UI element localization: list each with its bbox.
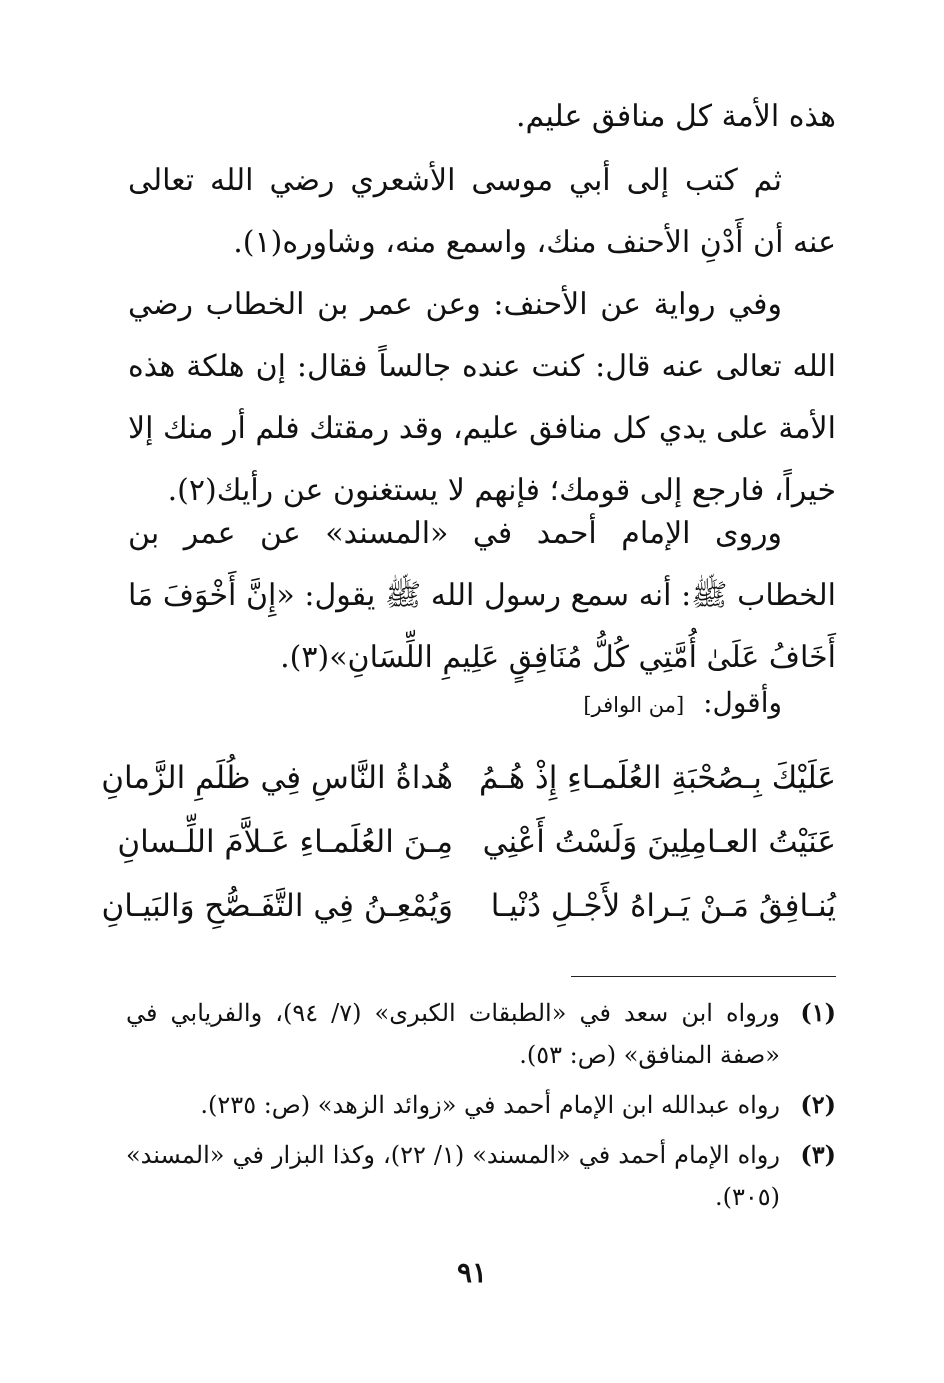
page-number: ٩١ <box>456 1256 488 1289</box>
paragraph-text: ثم كتب إلى أبي موسى الأشعري رضي الله تعالى عنه أن أَدْنِ الأحنف منك، واسمع منه، وشاوره(١). <box>128 163 836 260</box>
poem-intro-label: وأقول: <box>703 686 782 719</box>
verse-first-hemistich: عَنَيْتُ العـامِلِينَ وَلَسْتُ أَعْنِي <box>482 824 836 860</box>
paragraph-continuation <box>128 86 836 148</box>
poem-intro <box>583 683 782 725</box>
poem <box>101 746 836 938</box>
footnote-text: رواه الإمام أحمد في «المسند» (١/ ٢٢)، وكذا البزار في «المسند» (٣٠٥). <box>126 1141 780 1211</box>
poem-meter: [من الوافر] <box>583 693 685 717</box>
footnote-number: (١) <box>800 998 836 1027</box>
verse-first-hemistich: عَلَيْكَ بِـصُحْبَةِ العُلَمـاءِ إِذْ هُـمُ <box>478 760 836 796</box>
verse-first-hemistich: يُنـافِقُ مَـنْ يَـراهُ لأَجْـلِ دُنْيـا <box>490 888 836 924</box>
paragraph-text: وروى الإمام أحمد في «المسند» عن عمر بن الخطاب ﷺ: أنه سمع رسول الله ﷺ يقول: «إِنَّ أَخْوَفَ مَا أَخَافُ عَلَىٰ أُمَّتِي كُلُّ مُنَافِقٍ عَلِيمِ اللِّسَانِ»(٣). <box>128 516 836 675</box>
footnotes <box>126 992 836 1226</box>
verse-second-hemistich: مِـنَ العُلَمـاءِ عَـلاَّمَ اللِّـسانِ <box>117 824 453 860</box>
verse-second-hemistich: وَيُمْعِـنُ فِي التَّفَـصُّحِ وَالبَيـانِ <box>101 888 453 924</box>
poem-verse <box>117 810 836 874</box>
poem-verse <box>101 874 836 938</box>
paragraph-hadith <box>128 503 836 689</box>
verse-second-hemistich: هُداةُ النَّاسِ فِي ظُلَمِ الزَّمانِ <box>101 760 453 796</box>
paragraph-letter <box>128 150 836 274</box>
footnote <box>126 1134 836 1218</box>
footnote-number: (٢) <box>800 1090 836 1119</box>
footnote <box>126 1084 836 1126</box>
footnote-text: ورواه ابن سعد في «الطبقات الكبرى» (٧/ ٩٤)، والفريابي في «صفة المنافق» (ص: ٥٣). <box>126 999 780 1069</box>
paragraph-narration <box>128 274 836 522</box>
paragraph-text: هذه الأمة كل منافق عليم. <box>515 99 836 134</box>
footnote-number: (٣) <box>800 1140 836 1169</box>
footnote <box>126 992 836 1076</box>
footnote-separator <box>571 976 836 977</box>
footnote-text: رواه عبدالله ابن الإمام أحمد في «زوائد الزهد» (ص: ٢٣٥). <box>200 1091 780 1119</box>
paragraph-text: وفي رواية عن الأحنف: وعن عمر بن الخطاب رضي الله تعالى عنه قال: كنت عنده جالساً فقال: إن هلكة هذه الأمة على يدي كل منافق عليم، وقد رمقتك فلم أر منك إلا خيراً، فارجع إلى قومك؛ فإنهم لا يستغنون عن رأيك(٢). <box>128 287 836 508</box>
poem-verse <box>101 746 836 810</box>
